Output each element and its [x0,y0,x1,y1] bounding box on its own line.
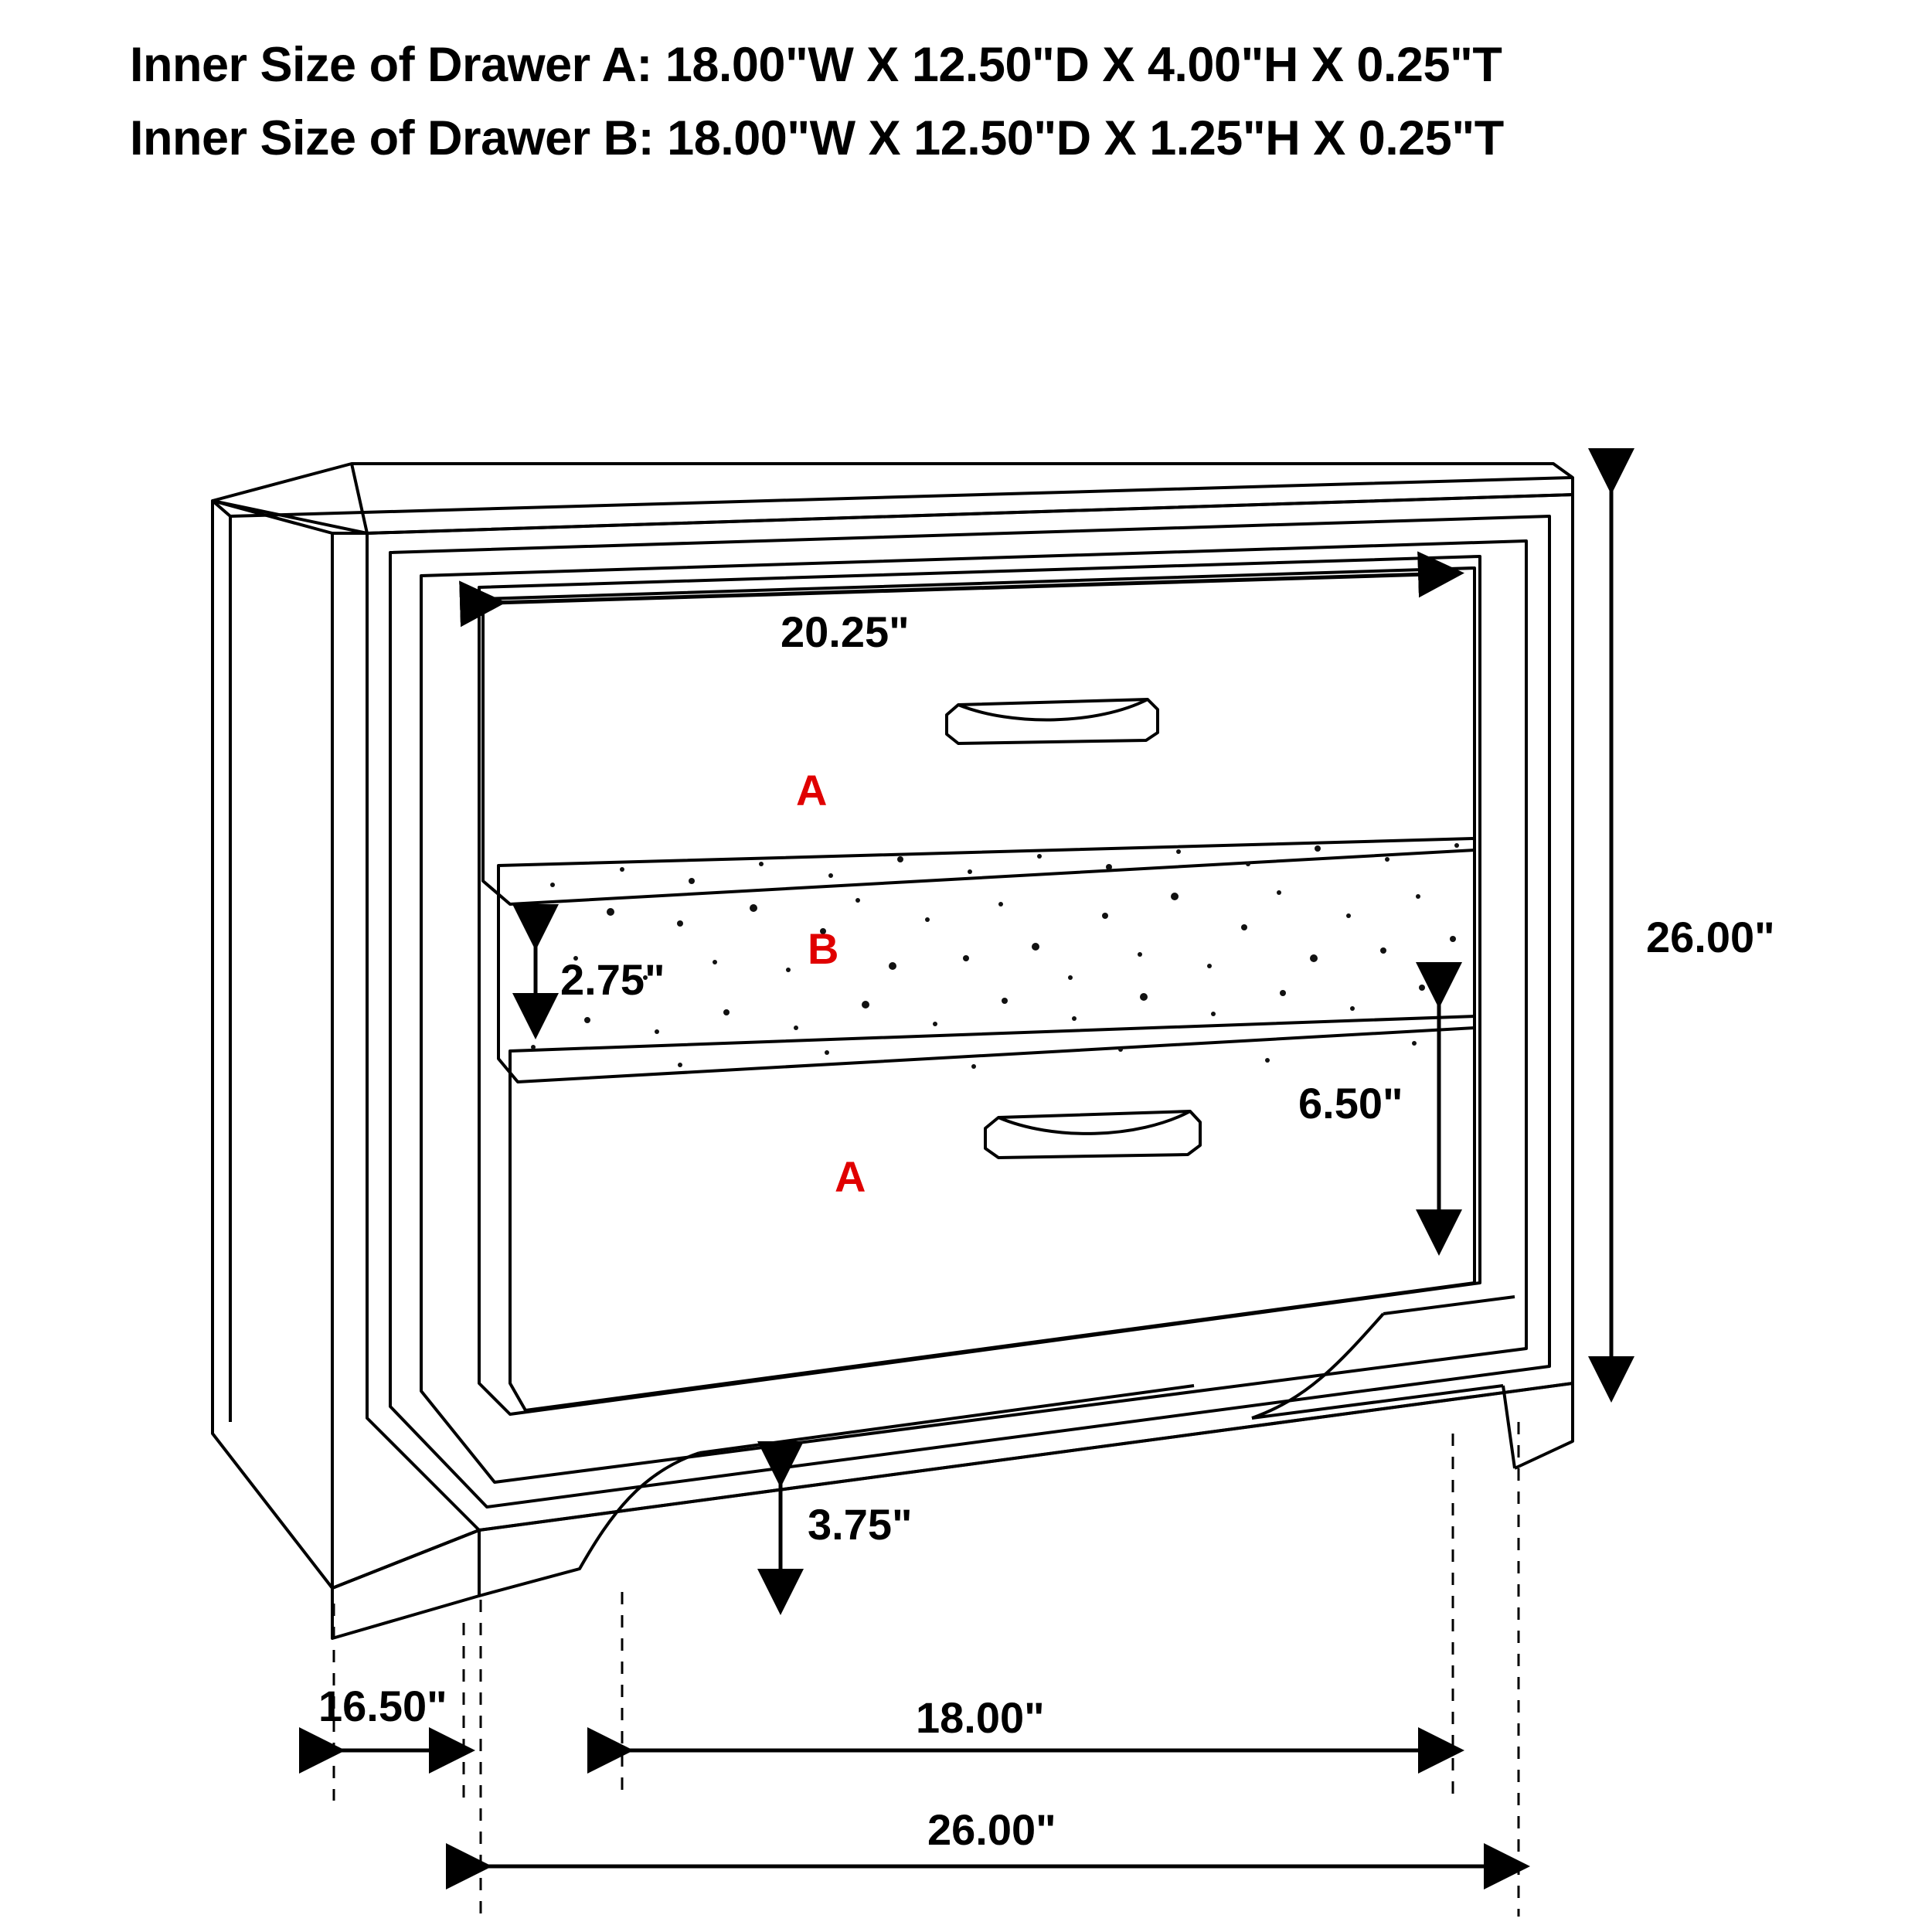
dim-drawer-b-height: 2.75" [560,955,665,1004]
dim-depth: 16.50" [318,1682,447,1730]
dim-top-width: 20.25" [781,607,910,656]
dim-lower-drawer: 6.50" [1298,1079,1403,1128]
label-drawer-a-bottom: A [835,1152,866,1201]
dim-inner-width: 18.00" [916,1693,1045,1742]
dim-overall-width: 26.00" [927,1805,1056,1854]
label-drawer-a-top: A [796,766,828,815]
header-line-1: Inner Size of Drawer A: 18.00"W X 12.50"D X 4.00"H X 0.25"T [130,38,1502,92]
extension-lines [334,1422,1519,1917]
dim-leg-height: 3.75" [808,1500,913,1549]
header-line-2: Inner Size of Drawer B: 18.00"W X 12.50"D X 1.25"H X 0.25"T [130,111,1504,165]
label-drawer-b: B [808,924,839,973]
dimension-lines [334,483,1611,1866]
dim-overall-height: 26.00" [1646,913,1775,961]
